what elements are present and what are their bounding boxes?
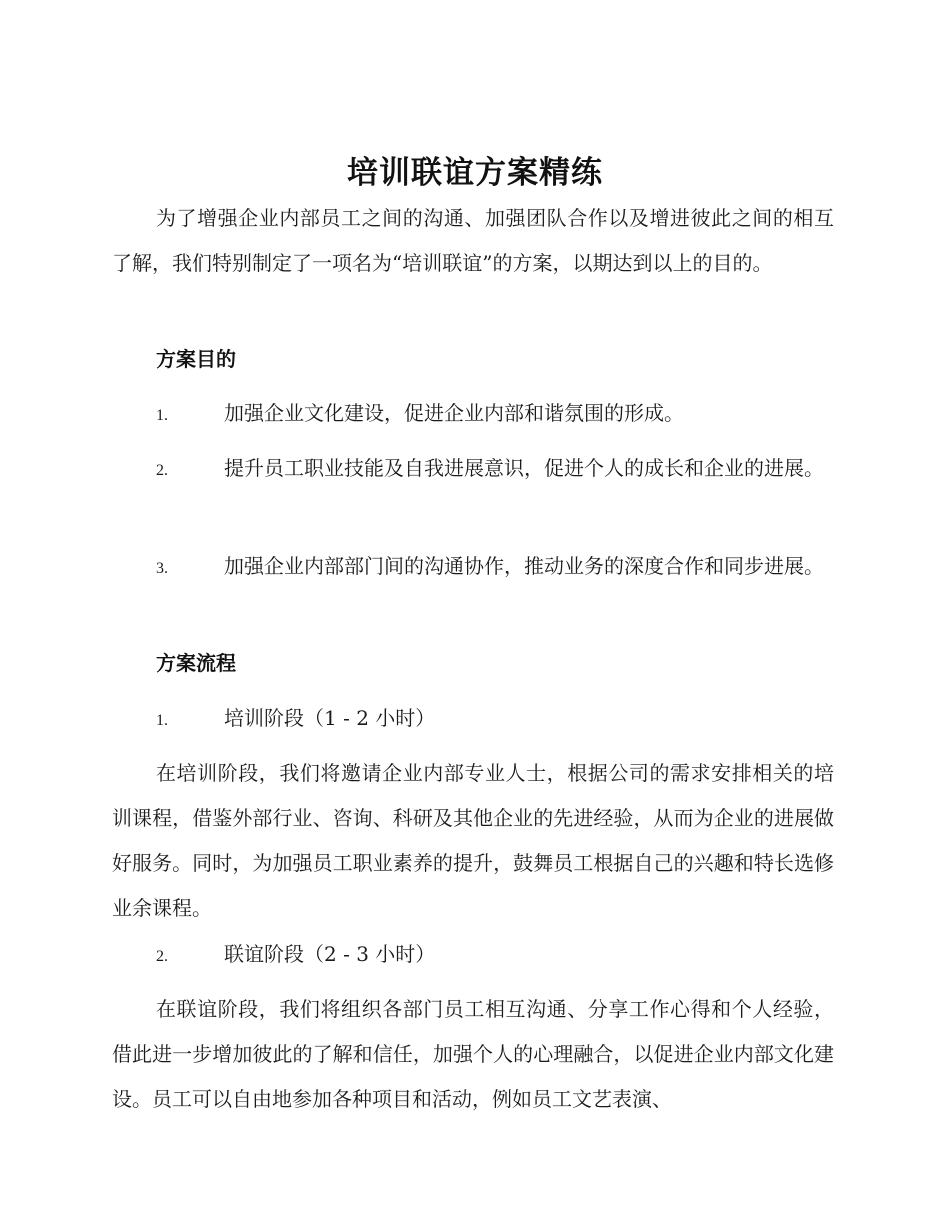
intro-paragraph: 为了增强企业内部员工之间的沟通、加强团队合作以及增进彼此之间的相互了解，我们特别制定了一项名为“培训联谊”的方案，以期达到以上的目的。 <box>112 206 834 275</box>
process-stage-1-label <box>112 696 834 743</box>
goal-item-3-number: 3. <box>156 560 168 577</box>
section-heading-process: 方案流程 <box>156 651 236 675</box>
goal-item-1-text: 加强企业文化建设，促进企业内部和谐氛围的形成。 <box>224 401 684 425</box>
section-heading-goals: 方案目的 <box>156 347 236 371</box>
process-stage-2-body: 在联谊阶段，我们将组织各部门员工相互沟通、分享工作心得和个人经验，借此进一步增加彼此的了解和信任，加强个人的心理融合，以促进企业内部文化建设。员工可以自由地参加各种项目和活动，例如员工文艺表演、 <box>112 997 834 1111</box>
process-stage-1-number: 1. <box>156 712 168 729</box>
document-title: 培训联谊方案精练 <box>347 155 603 191</box>
goal-item-1 <box>112 391 834 438</box>
goal-item-2 <box>112 446 834 493</box>
goal-item-2-number: 2. <box>156 462 168 479</box>
goal-item-1-number: 1. <box>156 407 168 424</box>
process-stage-1-title: 培训阶段（1 - 2 小时） <box>224 706 436 730</box>
goal-item-2-text: 提升员工职业技能及自我进展意识，促进个人的成长和企业的进展。 <box>224 456 824 480</box>
process-stage-2-number: 2. <box>156 948 168 965</box>
goal-item-3 <box>112 544 834 591</box>
process-stage-1-body: 在培训阶段，我们将邀请企业内部专业人士，根据公司的需求安排相关的培训课程，借鉴外部行业、咨询、科研及其他企业的先进经验，从而为企业的进展做好服务。同时，为加强员工职业素养的提升，鼓舞员工根据自己的兴趣和特长选修业余课程。 <box>112 761 834 920</box>
process-stage-2-title: 联谊阶段（2 - 3 小时） <box>224 942 436 966</box>
goal-item-3-text: 加强企业内部部门间的沟通协作，推动业务的深度合作和同步进展。 <box>224 554 824 578</box>
process-stage-2-label <box>112 932 834 979</box>
